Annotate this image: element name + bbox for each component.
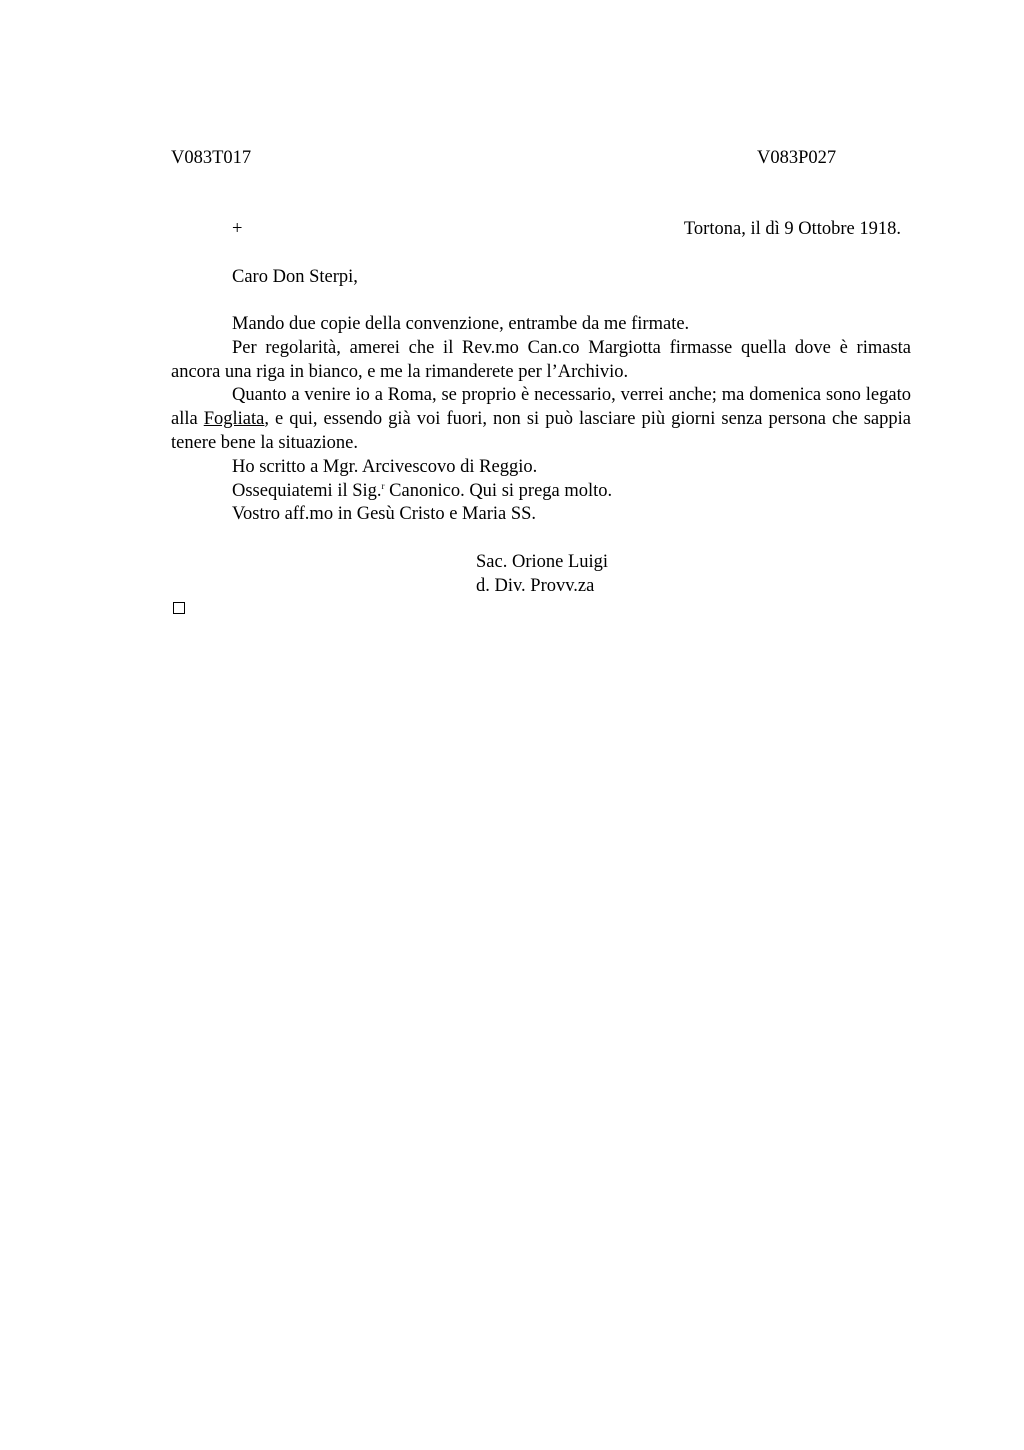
paragraph-text: , e qui, essendo già voi fuori, non si può lasciare più giorni senza persona che sappia tenere bene la situazione. — [171, 409, 911, 453]
superscript-abbreviation: r — [381, 480, 385, 491]
underlined-place-name: Fogliata — [203, 409, 265, 430]
letter-paragraph: Mando due copie della convenzione, entrambe da me firmate. — [232, 314, 690, 334]
signature-title: d. Div. Provv.za — [476, 576, 595, 596]
document-code-right: V083P027 — [757, 148, 837, 168]
cross-symbol: + — [232, 219, 243, 239]
letter-paragraph — [171, 384, 911, 455]
letter-paragraph: Ho scritto a Mgr. Arcivescovo di Reggio. — [232, 456, 538, 477]
letter-dateline: Tortona, il dì 9 Ottobre 1918. — [683, 219, 901, 239]
letter-closing: Vostro aff.mo in Gesù Cristo e Maria SS. — [232, 504, 537, 525]
paragraph-text: Ossequiatemi il Sig. — [232, 480, 382, 501]
end-marker-box-icon — [173, 602, 185, 614]
paragraph-text: Quanto a venire io a Roma, se proprio è necessario, verrei anche; ma domenica sono legato alla — [171, 385, 911, 430]
letter-paragraph — [171, 480, 911, 504]
letter-body — [171, 313, 911, 527]
letter-salutation: Caro Don Sterpi, — [232, 267, 358, 287]
document-code-left: V083T017 — [171, 148, 252, 168]
letter-paragraph: Per regolarità, amerei che il Rev.mo Can.co Margiotta firmasse quella dove è rimasta ancora una riga in bianco, e me la rimanderete per l’Archivio. — [171, 337, 911, 382]
paragraph-text: Canonico. Qui si prega molto. — [384, 480, 613, 501]
signature-name: Sac. Orione Luigi — [476, 552, 609, 572]
